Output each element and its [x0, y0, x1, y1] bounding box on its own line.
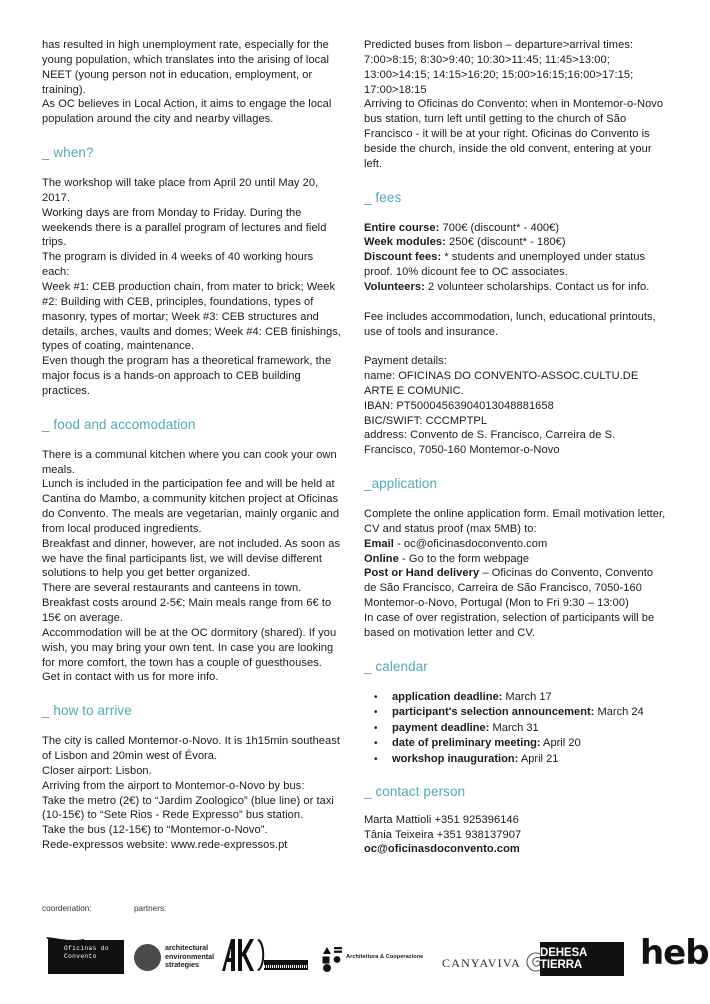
list-item — [392, 690, 668, 706]
food-paragraph-3: Breakfast and dinner, however, are not included. As soon as we have the final participants list, we will devise different solutions to help you get better organized. — [42, 537, 341, 580]
calendar-item-label: workshop inauguration: — [392, 753, 519, 766]
application-paragraph-1: Complete the online application form. Email motivation letter, CV and status proof (max 5MB) to: — [364, 508, 666, 535]
spacer — [364, 295, 668, 310]
arrive-paragraph-1: The city is called Montemor-o-Novo. It is 1h15min southeast of Lisbon and 20min west of Évora. — [42, 735, 341, 763]
application-post-value: – Oficinas do Convento, Convento de São Francisco, Carreira de São Francisco, 7050-160 Montemor-o-Novo, Portugal (Mon to Fri 9:30 – 13:00) — [364, 567, 654, 610]
arrive-website: Rede-expressos website: www.rede-expressos.pt — [42, 839, 288, 852]
calendar-item-value: March 17 — [502, 690, 552, 703]
bus-directions-paragraph: Arriving to Oficinas do Convento: when in Montemor-o-Novo bus station, turn left until getting to the church of São Francisco - it will be at your right. Oficinas do Convento is beside the church, inside the old convent, entering at your left. — [364, 98, 664, 170]
footer-labels — [42, 904, 686, 918]
footer — [42, 904, 709, 996]
calendar-item-label: application deadline: — [392, 690, 503, 703]
when-paragraph-5: Even though the program has a theoretical framework, the major focus is a hands-on approach to CEB building practices. — [42, 355, 332, 397]
fee-includes-paragraph: Fee includes accommodation, lunch, educational printouts, use of tools and insurance. — [364, 310, 656, 338]
contact-person-2: Tânia Teixeira +351 938137907 — [364, 828, 522, 841]
section-heading-contact-person: _ contact person — [364, 783, 466, 799]
fee-week-modules-label: Week modules: — [364, 236, 446, 249]
fee-volunteers — [364, 280, 668, 295]
calendar-list — [364, 690, 668, 768]
spacer — [364, 339, 668, 354]
application-online-line — [364, 552, 668, 567]
section-heading-application: _application — [364, 476, 438, 492]
intro-paragraph-1: has resulted in high unemployment rate, especially for the young population, which translates into the arising of local NEET (young person not in education, employment, or training). — [42, 39, 330, 96]
payment-details-title: Payment details: — [364, 355, 447, 368]
calendar-item-label: payment deadline: — [392, 721, 490, 734]
canyaviva-logo — [442, 950, 550, 976]
shapes-icon — [320, 946, 344, 972]
section-heading-how-to-arrive: _ how to arrive — [42, 703, 132, 719]
contact-email — [364, 842, 668, 857]
fee-entire-course-label: Entire course: — [364, 221, 440, 234]
fee-entire-course-value: 700€ (discount* - 400€) — [439, 221, 560, 234]
application-online-value: - Go to the form webpage — [398, 552, 530, 565]
section-heading-food: _ food and accomodation — [42, 416, 196, 432]
section-food-heading-wrap — [42, 416, 342, 433]
akt-underline — [264, 960, 308, 970]
intro-paragraph-2: As OC believes in Local Action, it aims to engage the local population around the city and nearby villages. — [42, 98, 332, 126]
partners-label: partners: — [134, 904, 167, 913]
fee-discount-label: Discount fees: — [364, 251, 442, 264]
two-column-layout — [42, 38, 680, 857]
arrive-paragraph-2: Closer airport: Lisbon. — [42, 764, 152, 777]
arrive-paragraph-4: Take the metro (2€) to “Jardim Zoologico” (blue line) or taxi (10-15€) to “Sete Rios - Rede Expresso” bus station. — [42, 794, 334, 822]
list-item — [392, 721, 668, 737]
oficinas-logo-line1: Oficinas do — [64, 945, 109, 952]
food-paragraph-2: Lunch is included in the participation fee and will be held at Cantina do Mambo, a community kitchen project at Oficinas do Convento. The meals are vegetarian, mainly organic and from local produced ingredients. — [42, 478, 340, 535]
heb-logo — [640, 933, 710, 976]
aes-logo-line1: architectural — [165, 943, 209, 952]
section-arrive-heading-wrap — [42, 702, 342, 719]
list-item — [392, 705, 668, 721]
architectural-environmental-strategies-logo — [134, 940, 229, 976]
dehesa-tierra-text: DEHESA TIERRA — [540, 947, 587, 971]
fee-volunteers-label: Volunteers: — [364, 280, 425, 293]
fee-discount-value: * students and unemployed under status proof. 10% dicount fee to OC associates. — [364, 251, 646, 279]
food-paragraph-1: There is a communal kitchen where you can cook your own meals. — [42, 448, 337, 476]
heb-text: heb — [640, 933, 709, 973]
arrive-paragraph-3: Arriving from the airport to Montemor-o-Novo by bus: — [42, 779, 305, 792]
application-email-value: - oc@oficinasdoconvento.com — [393, 537, 548, 550]
fee-week-modules-value: 250€ (discount* - 180€) — [445, 236, 566, 249]
left-column — [42, 38, 342, 853]
calendar-item-label: date of preliminary meeting: — [392, 737, 541, 750]
payment-iban: IBAN: PT50004563904013048881658 — [364, 399, 554, 412]
when-paragraph-3: The program is divided in 4 weeks of 40 working hours each: — [42, 251, 314, 279]
coordination-label: coordenation: — [42, 904, 92, 913]
application-post-label: Post or Hand delivery — [364, 567, 480, 580]
food-paragraph-4: There are several restaurants and canteens in town. Breakfast costs around 2-5€; Main meals range from 6€ to 15€ on average. — [42, 582, 332, 624]
aes-logo-line2: environmental — [165, 951, 215, 961]
aes-logo-line3: strategies — [165, 960, 199, 970]
application-email-label: Email — [364, 537, 394, 550]
calendar-item-value: March 24 — [594, 706, 644, 719]
when-paragraph-1: The workshop will take place from April 20 until May 20, 2017. — [42, 177, 319, 204]
contact-person-1: Marta Mattioli +351 925396146 — [364, 813, 519, 826]
when-paragraph-4: Week #1: CEB production chain, from mater to brick; Week #2: Building with CEB, principles, foundations, types of masonry, types of mortar; Week #3: CEB structures and details, arches, vaults and domes; Week #4: CEB finishings, types of coating, maintenance. — [42, 280, 342, 353]
arrive-paragraph-5: Take the bus (12-15€) to “Montemor-o-Novo”. — [42, 824, 268, 837]
food-paragraph-5: Accommodation will be at the OC dormitory (shared). If you wish, you may bring your own tent. In case you are looking for more comfort, the town has a couple of guesthouses. Get in contact with us for more info. — [42, 626, 337, 684]
akt-monogram-icon — [220, 938, 266, 972]
section-fees-heading-wrap — [364, 189, 668, 206]
when-paragraph-2: Working days are from Monday to Friday. During the weekends there is a parallel program of lectures and field trips. — [42, 206, 327, 249]
section-calendar-heading-wrap — [364, 658, 668, 675]
application-post-line — [364, 566, 668, 611]
application-email-line — [364, 537, 668, 552]
list-item — [392, 752, 668, 768]
dehesa-tierra-logo — [540, 942, 624, 976]
aes-logo-text — [165, 944, 214, 970]
list-item — [392, 736, 668, 752]
section-heading-calendar: _ calendar — [364, 658, 428, 674]
section-heading-fees: _ fees — [364, 189, 402, 205]
circle-icon — [134, 944, 161, 971]
calendar-item-value: April 20 — [540, 737, 581, 750]
footer-logos — [42, 922, 709, 980]
fee-entire-course — [364, 221, 668, 236]
calendar-item-label: participant's selection announcement: — [392, 706, 595, 719]
payment-account-name: name: OFICINAS DO CONVENTO-ASSOC.CULTU.DE ARTE E COMUNIC. — [364, 370, 639, 397]
application-online-label: Online — [364, 552, 399, 565]
bus-times-paragraph: Predicted buses from lisbon – departure>arrival times: 7:00>8:15; 8:30>9:40; 10:30>11:45; 11:45>13:00; 13:00>14:15; 14:15>16:20; 15:00>16:15;16:00>17:15; 17:00>18:15 — [364, 39, 634, 96]
application-paragraph-2: In case of over registration, selection of participants will be based on motivation letter and CV. — [364, 612, 655, 639]
calendar-item-value: April 21 — [518, 753, 559, 766]
section-when-heading-wrap — [42, 144, 342, 161]
architettura-cooperazione-text: Architettura & Cooperazione — [346, 954, 424, 960]
fee-volunteers-value: 2 volunteer scholarships. Contact us for info. — [424, 280, 650, 293]
right-column — [364, 38, 668, 857]
akt-logo — [220, 938, 308, 976]
fee-discount — [364, 250, 668, 280]
payment-bic-swift: BIC/SWIFT: CCCMPTPL — [364, 414, 488, 427]
section-heading-when: _ when? — [42, 145, 94, 161]
section-application-heading-wrap — [364, 475, 668, 492]
canyaviva-text: CANYAVIVA — [442, 956, 522, 970]
section-contact-heading-wrap — [364, 783, 668, 800]
contact-email-text: oc@oficinasdoconvento.com — [364, 843, 520, 856]
fee-week-modules — [364, 235, 668, 250]
oficinas-logo-text — [64, 945, 109, 962]
oficinas-logo-line2: Convento — [64, 953, 97, 961]
architettura-cooperazione-logo — [320, 944, 425, 976]
calendar-item-value: March 31 — [489, 721, 539, 734]
oficinas-do-convento-logo — [42, 936, 124, 976]
payment-address: address: Convento de S. Francisco, Carreira de S. Francisco, 7050-160 Montemor-o-Novo — [364, 429, 616, 457]
